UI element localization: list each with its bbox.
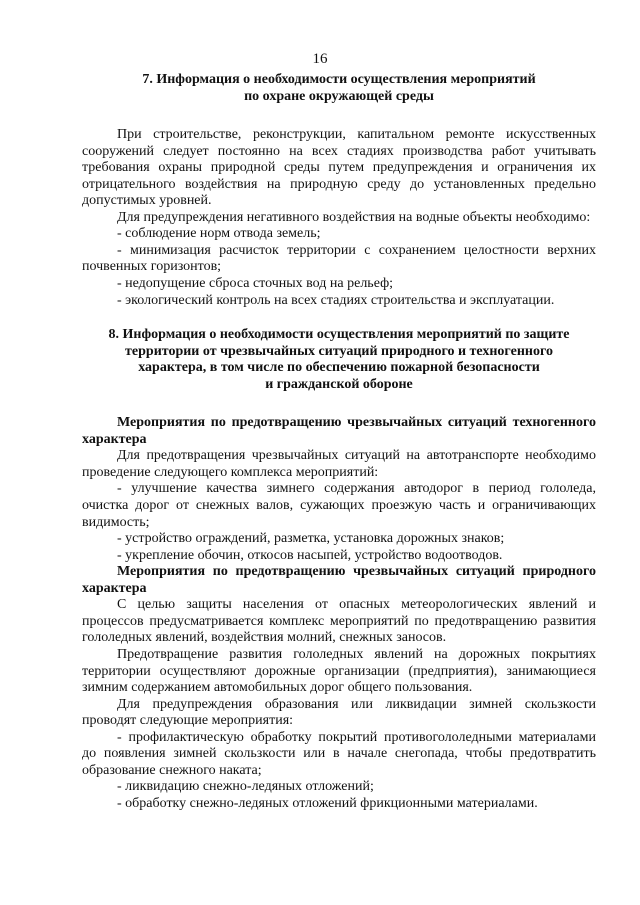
paragraph: При строительстве, реконструкции, капитальном ремонте искусственных сооружений следует постоянно на всех стадиях производства работ учитывать требования охраны природной среды путем предупреждения и ограничения их отрицательного воздействия на природную среду до установленных предельно допустимых уровней. (82, 127, 596, 209)
list-item: - улучшение качества зимнего содержания автодорог в период гололеда, очистка дорог от снежных валов, сужающих проезжую часть и ограничивающих видимость; (82, 481, 596, 530)
list-item: - недопущение сброса сточных вод на рельеф; (117, 276, 394, 292)
section-8-title-line: территории от чрезвычайных ситуаций природного и техногенного (125, 343, 553, 359)
section-7-title-line: по охране окружающей среды (244, 88, 434, 104)
paragraph: Предотвращение развития гололедных явлений на дорожных покрытиях территории осуществляют дорожные организации (предприятия), занимающиеся зимним содержанием автомобильных дорог общего пользования. (82, 646, 596, 696)
list-item: - устройство ограждений, разметка, установка дорожных знаков; (117, 531, 505, 547)
list-item: - минимизация расчисток территории с сохранением целостности верхних почвенных горизонтов; (82, 242, 596, 275)
section-8-title-line: 8. Информация о необходимости осуществления мероприятий по защите (108, 327, 570, 343)
subheading-natural: Мероприятия по предотвращению чрезвычайных ситуаций природного характера (82, 564, 596, 596)
list-item: - ликвидацию снежно-ледяных отложений; (117, 779, 374, 795)
paragraph: Для предупреждения негативного воздействия на водные объекты необходимо: (117, 209, 591, 225)
subheading-technogenic: Мероприятия по предотвращению чрезвычайных ситуаций техногенного характера (82, 415, 596, 447)
list-item: - обработку снежно-ледяных отложений фрикционными материалами. (117, 795, 538, 811)
list-item: - профилактическую обработку покрытий противогололедными материалами до появления зимней скользкости или в начале снегопада, чтобы предотвратить образование снежного наката; (82, 729, 596, 778)
page-number: 16 (312, 51, 328, 67)
paragraph: Для предупреждения образования или ликвидации зимней скользкости проводят следующие мероприятия: (82, 696, 596, 729)
section-7-title-line: 7. Информация о необходимости осуществления мероприятий (142, 72, 536, 87)
list-item: - укрепление обочин, откосов насыпей, устройство водоотводов. (117, 547, 503, 563)
paragraph: С целью защиты населения от опасных метеорологических явлений и процессов предусматривается комплекс мероприятий по предотвращению развития гололедных явлений, воздействия молний, снежных заносов. (82, 597, 596, 646)
page-content (82, 72, 596, 812)
section-7-title (82, 72, 596, 105)
list-item: - соблюдение норм отвода земель; (117, 226, 321, 242)
paragraph: Для предотвращения чрезвычайных ситуаций на автотранспорте необходимо проведение следующего комплекса мероприятий: (82, 448, 596, 480)
section-8-title-line: характера, в том числе по обеспечению пожарной безопасности (138, 360, 540, 376)
section-8-title-line: и гражданской обороне (265, 376, 413, 392)
list-item: - экологический контроль на всех стадиях строительства и эксплуатации. (117, 292, 555, 308)
section-8-title (82, 327, 596, 393)
